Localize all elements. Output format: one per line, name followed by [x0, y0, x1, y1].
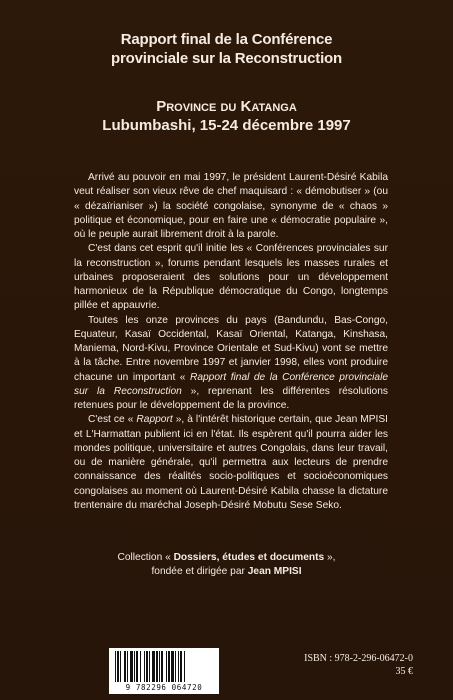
- isbn-price-block: [304, 652, 413, 678]
- barcode-digits: 9 782296 064720: [125, 683, 203, 692]
- collection-suffix: »,: [324, 552, 336, 563]
- collection-director-prefix: fondée et dirigée par: [151, 566, 248, 577]
- collection-director: Jean MPISI: [247, 566, 302, 577]
- blurb-paragraph-4: [74, 413, 388, 513]
- collection-line-2: [0, 565, 453, 579]
- title-line-2: provinciale sur la Reconstruction: [111, 50, 342, 67]
- blurb-p4-end: », à l'intérêt historique certain, que Jean MPISI et L'Harmattan publient ici en l'état. Ils espèrent qu'il pourra aider les mondes politique, universitaire et autres Congolais, dans leur travail, ou de manière générale, qu'il permettra aux lecteurs de prendre connaissance des réalités socio-politiques et socioéconomiques congolaises au moment où Laurent-Désiré Kabila chasse la dictature trentenaire du maréchal Joseph-Désiré Mobutu Sese Seko.: [74, 414, 389, 511]
- blurb-p3-start: Toutes les onze provinces du pays (Bandundu, Bas-Congo, Equateur, Kasaï Occidental, Kasaï Oriental, Katanga, Kinshasa, Maniema, Nord-Kivu, Province Orientale et Sud-Kivu) vont se mettre à la tâche. Entre novembre 1997 et janvier 1998, elles vont produire chacune un important «: [74, 314, 388, 383]
- blurb-p3-report-title: Rapport final de la Conférence provinciale sur la Reconstruction: [74, 371, 388, 397]
- collection-info: [0, 551, 453, 579]
- isbn-number: ISBN : 978-2-296-06472-0: [304, 653, 413, 664]
- blurb-text: [74, 171, 388, 513]
- blurb-p4-start: C'est ce «: [88, 414, 137, 426]
- book-subtitle: [0, 97, 453, 135]
- price: 35 €: [395, 666, 413, 677]
- collection-name: Dossiers, études et documents: [173, 552, 325, 563]
- province-name: Province du Katanga: [156, 98, 297, 115]
- title-line-1: Rapport final de la Conférence: [120, 31, 333, 48]
- blurb-p3-end: », reprenant les différentes résolutions retenues pour le développement de la province.: [74, 385, 388, 411]
- barcode-bars: [113, 651, 215, 683]
- blurb-paragraph-2: C'est dans cet esprit qu'il initie les « Conférences provinciales sur la reconstruction », forums pendant lesquels les masses rurales et urbaines proposeraient des solutions pour un développement harmonieux de la République démocratique du Congo, longtemps pillée et appauvrie.: [74, 243, 388, 312]
- collection-prefix: Collection «: [117, 552, 174, 563]
- collection-line-1: [0, 551, 453, 565]
- blurb-p4-report: Rapport: [136, 414, 173, 426]
- place-and-date: Lubumbashi, 15-24 décembre 1997: [102, 117, 351, 134]
- book-title: [0, 30, 453, 68]
- blurb-paragraph-1: Arrivé au pouvoir en mai 1997, le président Laurent-Désiré Kabila veut réaliser son vieux rêve de chef maquisard : « démobutiser » (ou « dézaïrianiser ») la société congolaise, synonyme de « chaos » politique et économique, pour en faire une « démocratie populaire », où le peuple aurait librement droit à la parole.: [74, 172, 388, 240]
- blurb-paragraph-3: [74, 314, 388, 414]
- barcode: [109, 648, 219, 694]
